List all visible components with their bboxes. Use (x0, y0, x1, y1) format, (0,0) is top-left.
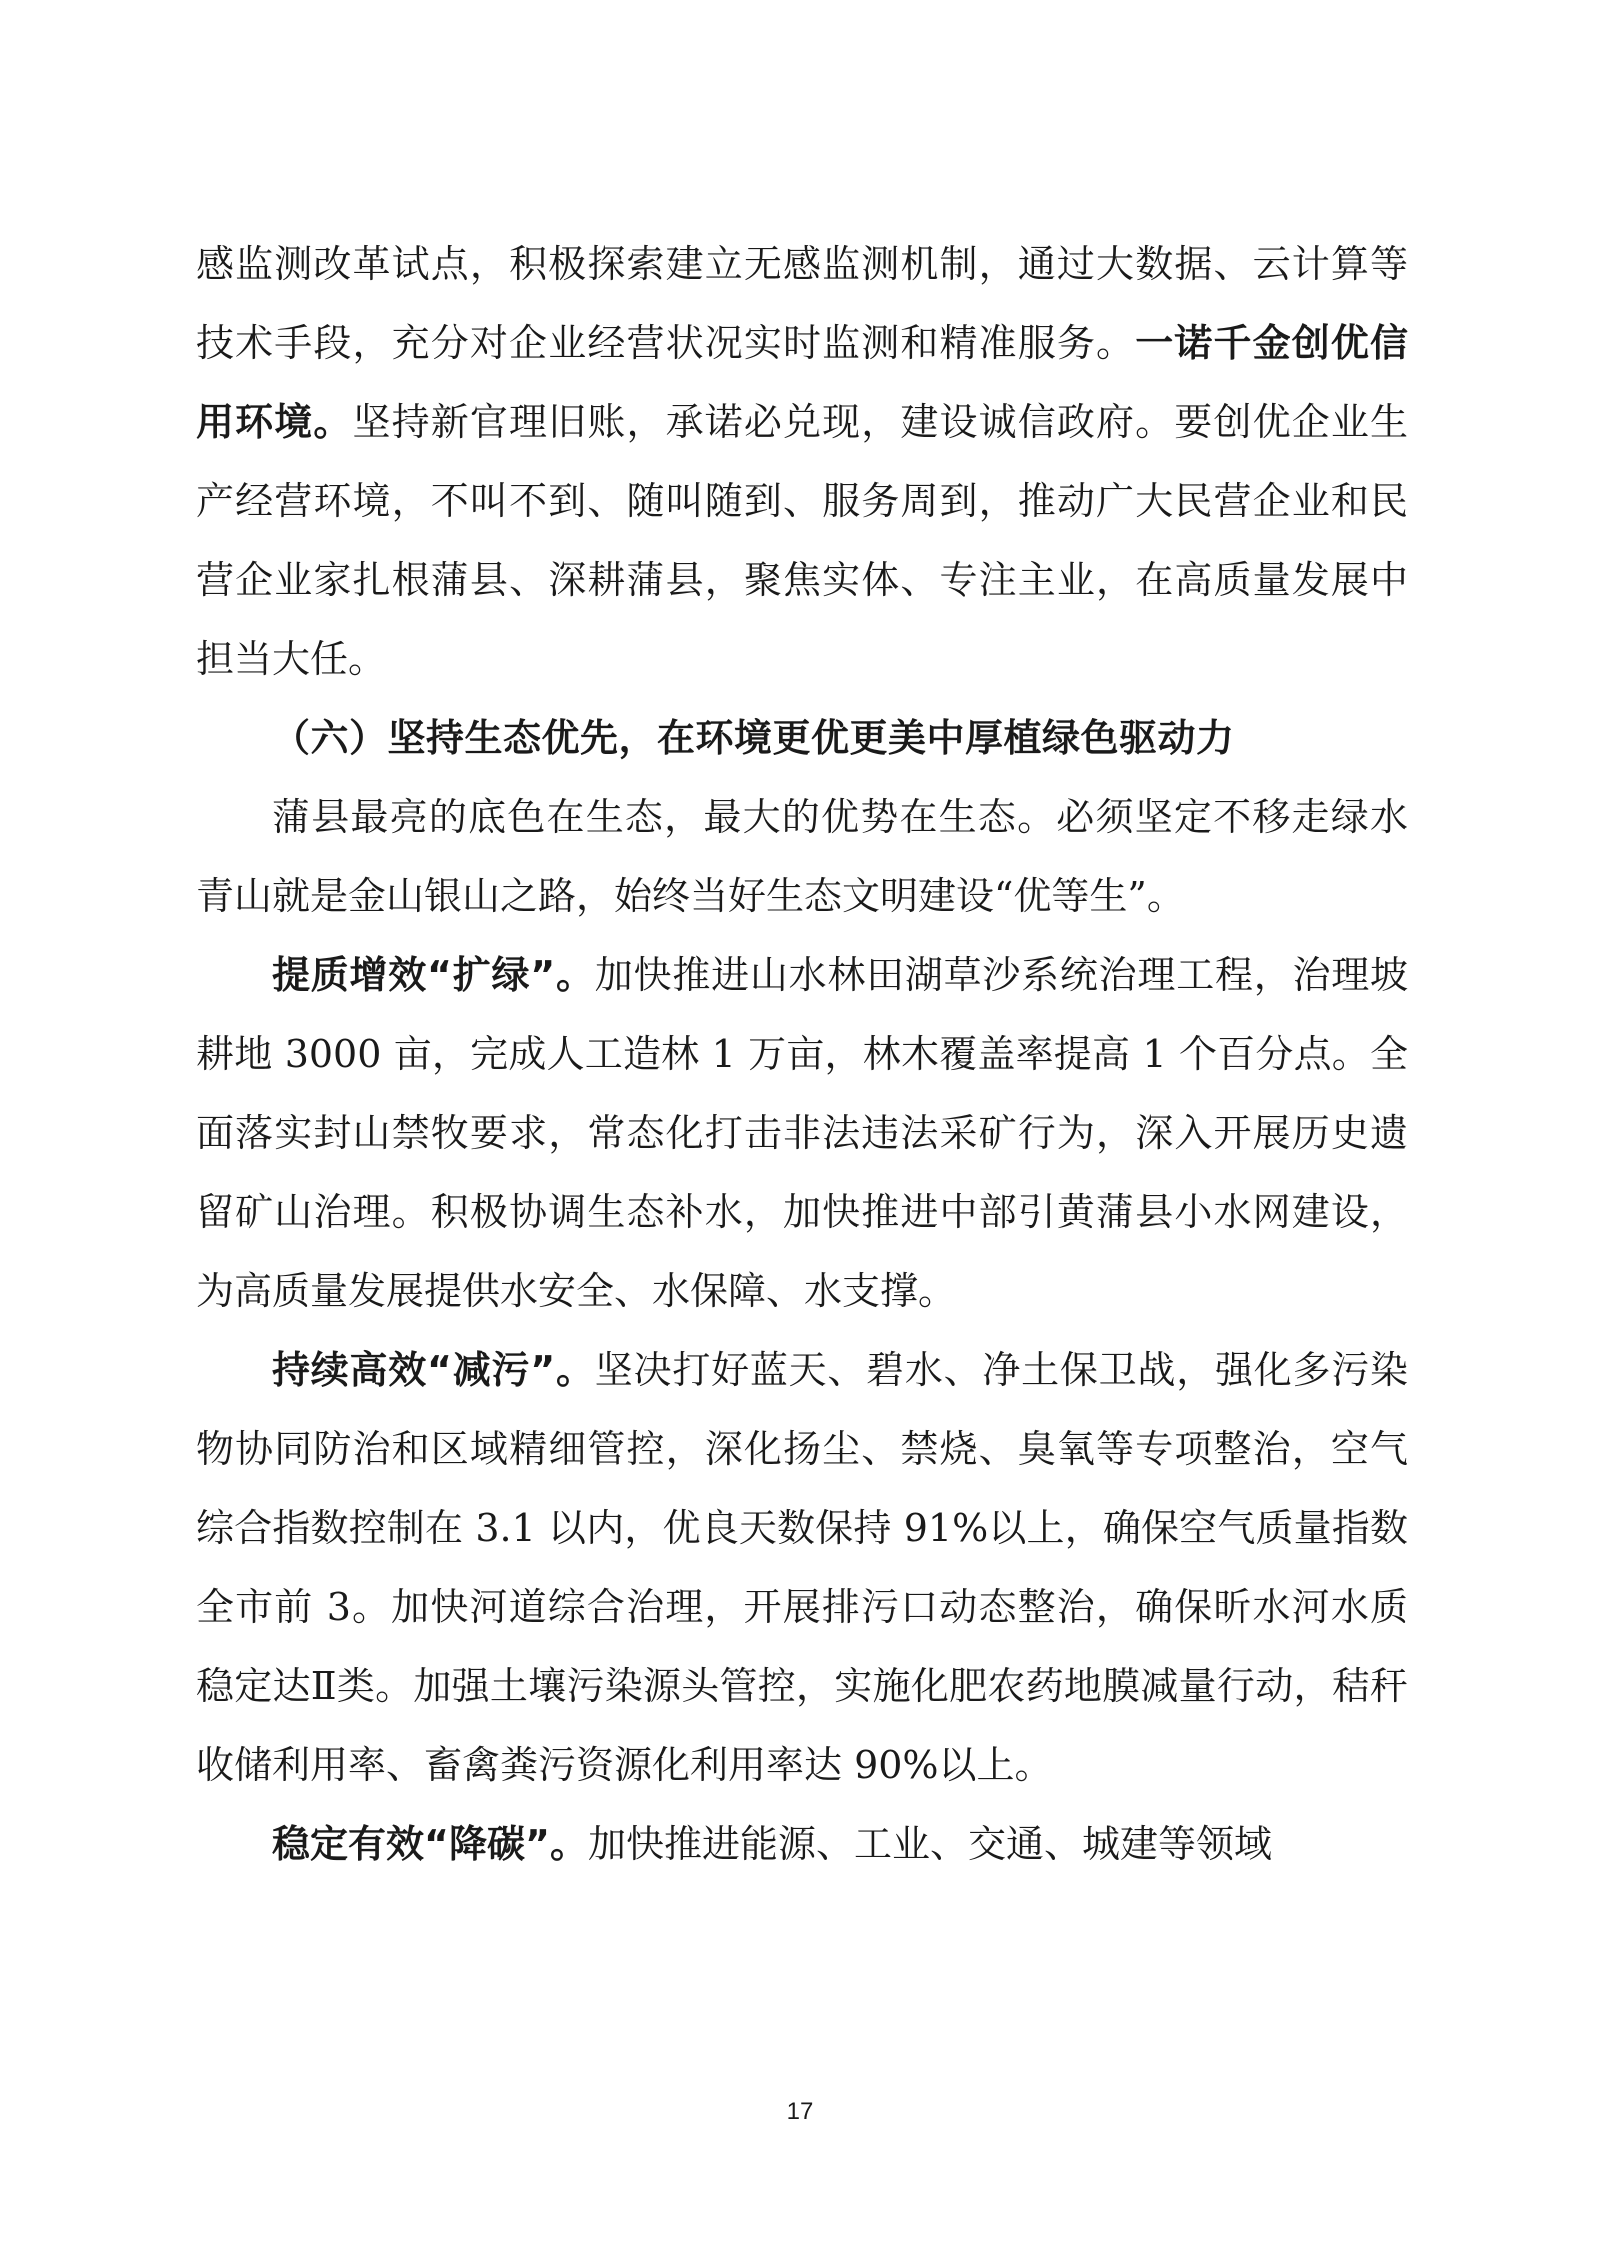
paragraph-intro: 蒲县最亮的底色在生态，最大的优势在生态。必须坚定不移走绿水青山就是金山银山之路，始终当好生态文明建设“优等生”。 (196, 795, 1408, 918)
section-heading: （六）坚持生态优先，在环境更优更美中厚植绿色驱动力 (272, 716, 1235, 760)
paragraph-bold-lead: 稳定有效“降碳”。 (272, 1822, 588, 1866)
paragraph-reduce-carbon (196, 1805, 1408, 1884)
paragraph-reduce-pollution (196, 1331, 1408, 1805)
paragraph-text: 加快推进能源、工业、交通、城建等领域 (587, 1822, 1272, 1866)
paragraph-bold-lead: 一诺千金创优信用环境。 (196, 321, 1408, 444)
document-body (196, 225, 1408, 1884)
paragraph-bold-lead: 提质增效“扩绿”。 (272, 953, 595, 997)
paragraph-text: 加快推进山水林田湖草沙系统治理工程，治理坡耕地 3000 亩，完成人工造林 1 万亩，林木覆盖率提高 1 个百分点。全面落实封山禁牧要求，常态化打击非法违法采矿行为，深入开展历史遗留矿山治理。积极协调生态补水，加快推进中部引黄蒲县小水网建设，为高质量发展提供水安全、水保障、水支撑。 (196, 953, 1408, 1313)
paragraph-expand-green (196, 936, 1408, 1331)
paragraph-bold-lead: 持续高效“减污”。 (272, 1348, 595, 1392)
paragraph-text: 感监测改革试点，积极探索建立无感监测机制，通过大数据、云计算等技术手段，充分对企业经营状况实时监测和精准服务。 (196, 242, 1408, 365)
page-number: 17 (786, 2098, 814, 2125)
paragraph-text: 坚持新官理旧账，承诺必兑现，建设诚信政府。要创优企业生产经营环境，不叫不到、随叫随到、服务周到，推动广大民营企业和民营企业家扎根蒲县、深耕蒲县，聚焦实体、专注主业，在高质量发展中担当大任。 (196, 400, 1408, 681)
paragraph-continuation (196, 225, 1408, 699)
paragraph-text: 坚决打好蓝天、碧水、净土保卫战，强化多污染物协同防治和区域精细管控，深化扬尘、禁烧、臭氧等专项整治，空气综合指数控制在 3.1 以内，优良天数保持 91%以上，确保空气质量指数全市前 3。加快河道综合治理，开展排污口动态整治，确保昕水河水质稳定达Ⅱ类。加强土壤污染源头管控，实施化肥农药地膜减量行动，秸秆收储利用率、畜禽粪污资源化利用率达 90%以上。 (196, 1348, 1408, 1787)
